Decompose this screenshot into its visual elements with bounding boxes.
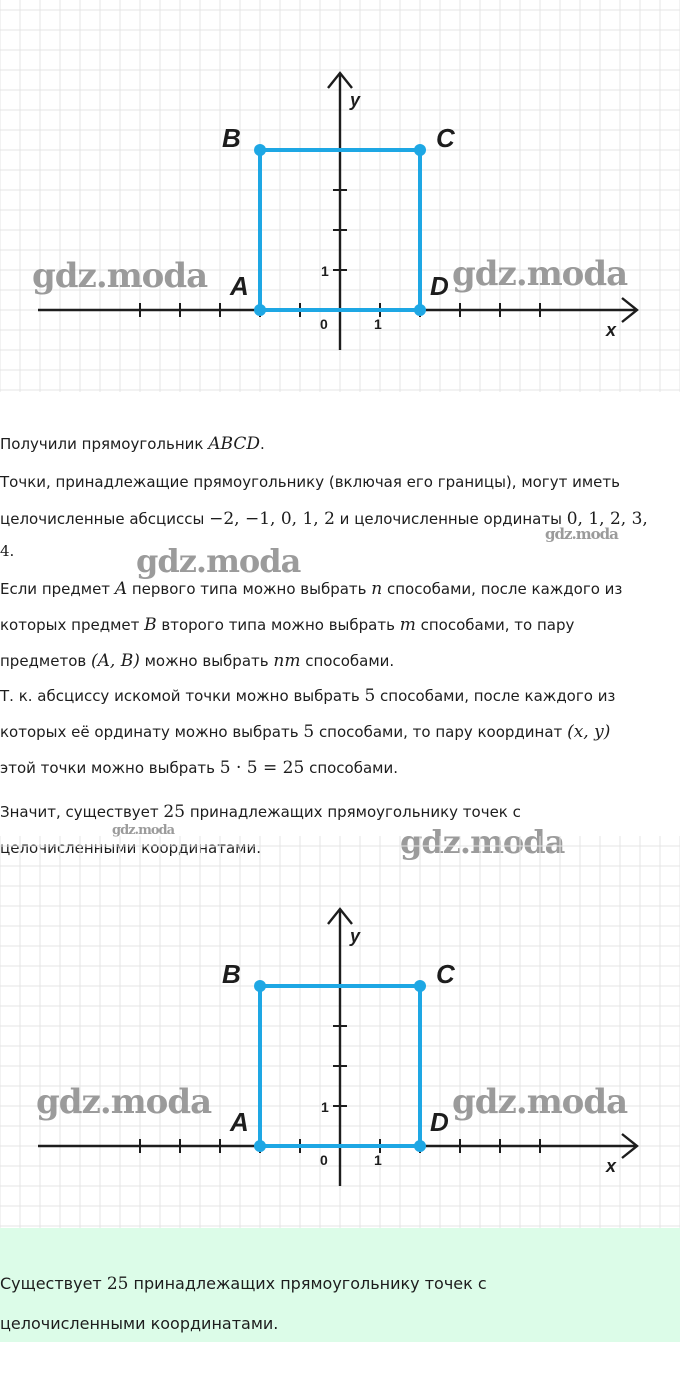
origin-label: 0 [320,1152,328,1168]
answer-line: Существует 25 принадлежащих прямоугольнику точек с [0,1274,487,1294]
coordinate-figure-1 [0,0,680,392]
label-a: A [230,271,249,301]
point-d [414,1140,426,1152]
watermark: gdz.moda [400,823,565,861]
axis-label-y: y [350,926,361,946]
text-line: целочисленными координатами. [0,839,261,857]
text-line: которых предмет B второго типа можно выбрать m способами, то пару [0,615,575,635]
text-line: этой точки можно выбрать 5 · 5 = 25 способами. [0,758,399,778]
watermark: gdz.moda [452,1082,628,1122]
text-line: 4. [0,542,15,560]
point-c [414,144,426,156]
watermark: gdz.moda [136,542,301,580]
label-b: B [222,123,241,153]
label-c: C [436,123,455,153]
watermark: gdz.moda [32,256,208,296]
point-a [254,304,266,316]
coordinate-plane [0,0,680,392]
label-b: B [222,959,241,989]
watermark: gdz.moda [545,525,618,543]
text-line: Т. к. абсциссу искомой точки можно выбрать 5 способами, после каждого из [0,686,616,706]
y-unit-label: 1 [321,263,329,279]
text-line: целочисленные абсциссы −2, −1, 0, 1, 2 и целочисленные ординаты 0, 1, 2, 3, [0,509,648,529]
axis-label-x: x [606,320,617,340]
label-c: C [436,959,455,989]
watermark: gdz.moda [112,823,175,838]
answer-box [0,1228,680,1342]
point-b [254,144,266,156]
label-d: D [430,1107,449,1137]
y-unit-label: 1 [321,1099,329,1115]
x-unit-label: 1 [374,316,382,332]
axis-label-x: x [606,1156,617,1176]
axis-label-y: y [350,90,361,110]
text-line: которых её ординату можно выбрать 5 способами, то пару координат (x, y) [0,722,611,742]
x-unit-label: 1 [374,1152,382,1168]
origin-label: 0 [320,316,328,332]
text-line: предметов (A, B) можно выбрать nm способами. [0,651,395,671]
watermark: gdz.moda [36,1082,212,1122]
text-line: Значит, существует 25 принадлежащих прямоугольнику точек с [0,802,521,822]
watermark: gdz.moda [452,254,628,294]
text-line: Точки, принадлежащие прямоугольнику (включая его границы), могут иметь [0,473,620,491]
point-a [254,1140,266,1152]
point-d [414,304,426,316]
point-b [254,980,266,992]
coordinate-plane [0,836,680,1228]
point-c [414,980,426,992]
label-a: A [230,1107,249,1137]
text-line: Если предмет A первого типа можно выбрать n способами, после каждого из [0,579,623,599]
answer-line: целочисленными координатами. [0,1314,279,1333]
coordinate-figure-2 [0,836,680,1228]
text-line: Получили прямоугольник ABCD. [0,434,265,454]
label-d: D [430,271,449,301]
